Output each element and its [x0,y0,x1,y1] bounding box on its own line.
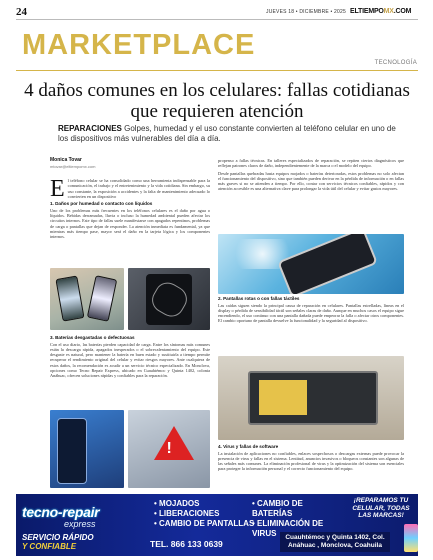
ad-tagline-2: Y CONFIABLE [22,541,77,551]
brand-domain: .COM [393,8,412,15]
section-3-text: Con el uso diario, las baterías pierden capacidad de carga. Entre los síntomas más comunes están la descarga rápida, apagados inesperados o el sobrecalentamiento del equipo. Este desgaste es natural, pero mantener la batería en buen estado y sustituirla a tiempo permite recuperar el rendimiento original del celular y evitar riesgos mayores. Ante cualquiera de estos daños, la recomendación es acudir a un servicio técnico especializado. En Monclova, opciones como Tecno Repair Express, ubicado en Cuauhtémoc y Quinta 1402, colonia Anáhuac, ofrecen soluciones rápidas y confiables para la reparación. [50,341,210,379]
article-column-right-top [218,158,404,230]
column-2-paragraph: Desde pantallas quebradas hasta equipos mojados o baterías deterioradas, estos problemas no solo afectan el funcionamiento del dispositivo, sino que también pueden derivar en la pérdida de información o en fallas más graves si no se atienden a tiempo. Por ello, contar con servicios técnicos confiables, rápidos y con atención accesible es una alternativa clave para prolongar la vida útil del celular y evitar gastos mayores. [218,170,404,192]
section-1-text: Uno de los problemas más frecuentes en los teléfonos celulares es el daño por agua o líquidos. Bebidas derramadas, lluvia o incluso la humedad ambiental pueden afectar los circuitos internos. Este tipo de fallas suele manifestarse con apagados repentinos, problemas de carga o pantallas que dejan de responder. La atención inmediata es fundamental, ya que mientras más tiempo pase, mayor será el daño en la tarjeta lógica y los componentes internos. [50,207,210,240]
intro-text: l teléfono celular se ha consolidado como una herramienta indispensable para la comunicación, el trabajo y el entretenimiento y la vida cotidiana. Sin embargo, su uso constante, la exposición a accidentes y la falta de mantenimiento adecuado lo convierten en un dispositivo [67,178,210,199]
section-2-title: 2. Pantallas rotas o con fallas táctiles [218,296,300,301]
byline [50,157,210,169]
broken-phones-photo [50,268,124,330]
warning-phone-photo [128,410,210,488]
ad-logo-sub: express [64,519,96,529]
section-4-title: 4. Virus y fallas de software [218,444,279,449]
section-title: MARKETPLACE [22,29,256,61]
phone-image [55,275,84,322]
phone-image [87,275,118,322]
intro-paragraph [50,178,210,202]
ad-service-item: • CAMBIO DE BATERÍAS [252,499,303,518]
section-2-text: Las caídas siguen siendo la principal causa de reparación en celulares. Pantallas estrelladas, líneas en el display o pérdida de sensibilidad táctil son señales claras de daño. Aunque en muchos casos el equipo sigue encendiendo, el uso continuo con una pantalla dañada puede empeorar la falla o afectar otros componentes. El cambio oportuno de pantalla devuelve la funcionalidad y la seguridad al dispositivo. [218,302,404,324]
column-2-intro: propenso a fallas técnicas. En talleres especializados de reparación, se repiten ciertos diagnósticos que reflejan patrones claros de daño, independientemente de la marca o el modelo del equipo. [218,158,404,169]
ad-tagline-1: SERVICIO RÁPIDO [22,533,94,542]
page-number: 24 [16,6,27,18]
phone-image [57,418,87,484]
masthead-logo [350,8,411,15]
article-column-right-bottom [218,444,404,490]
ad-promo: ¡REPARAMOS TU CELULAR, TODAS LAS MARCAS! [352,497,410,519]
article-lede [58,124,408,144]
ad-logo: tecno-repair [22,504,100,520]
lede-kicker: REPARACIONES [58,124,122,133]
section-1-title: 1. Daños por humedad o contacto con líquidos [50,201,153,207]
lede-text: Golpes, humedad y el uso constante convierten al teléfono celular en uno de los dispositivos más vulnerables del día a día. [58,124,396,143]
ad-service-item: • ELIMINACIÓN DE VIRUS [252,519,324,538]
water-damage-photo [218,234,404,294]
ad-address-line-2: Anáhuac , Monclova, Coahuila [288,542,382,549]
section-3-title: 3. Baterías desgastadas o defectuosas [50,335,135,340]
brand-main: ELTIEMPO [350,8,384,15]
section-4-text: La instalación de aplicaciones no confiables, enlaces sospechosos o descargas externas puede provocar la presencia de virus y fallas en el sistema. Lentitud, anuncios invasivos o bloqueos constantes son algunas de las señales más comunes. La eliminación profesional de virus y la optimización del sistema son esenciales para proteger la información personal y el correcto funcionamiento del equipo. [218,450,404,472]
cracked-screen-photo [128,268,210,330]
advertisement[interactable] [16,494,418,556]
ad-tagline [22,534,94,551]
phones-image [404,524,418,552]
author-email: mtovar@eltiempomx.com [50,164,96,169]
ad-service-item: • CAMBIO DE PANTALLAS [154,519,255,528]
section-tag: TECNOLOGÍA [374,60,417,66]
ad-address [280,532,390,552]
article-headline: 4 daños comunes en los celulares: fallas cotidianas que requieren atención [24,80,410,122]
battery-image [259,380,307,415]
article-column-right-mid [218,296,404,352]
warning-icon [154,426,194,460]
virus-phone-photo [50,410,124,488]
exclamation-icon: ! [166,439,172,457]
article-column-left-top [50,178,210,266]
ad-phone[interactable]: TEL. 866 133 0639 [150,539,223,549]
section-rule [16,70,418,71]
battery-repair-photo [218,356,404,440]
ad-service-item: • MOJADOS [154,499,200,508]
issue-date: JUEVES 18 • DICIEMBRE • 2025 [266,9,346,15]
page-header [16,8,418,20]
ad-service-item: • LIBERACIONES [154,509,220,518]
ad-services-left [154,499,254,529]
drop-cap: E [50,178,65,202]
author-name: Monica Tovar [50,157,82,163]
ad-address-line-1: Cuauhtémoc y Quinta 1402, Col. [285,534,385,541]
brand-suffix: MX [383,8,394,15]
article-column-left-mid [50,335,210,407]
